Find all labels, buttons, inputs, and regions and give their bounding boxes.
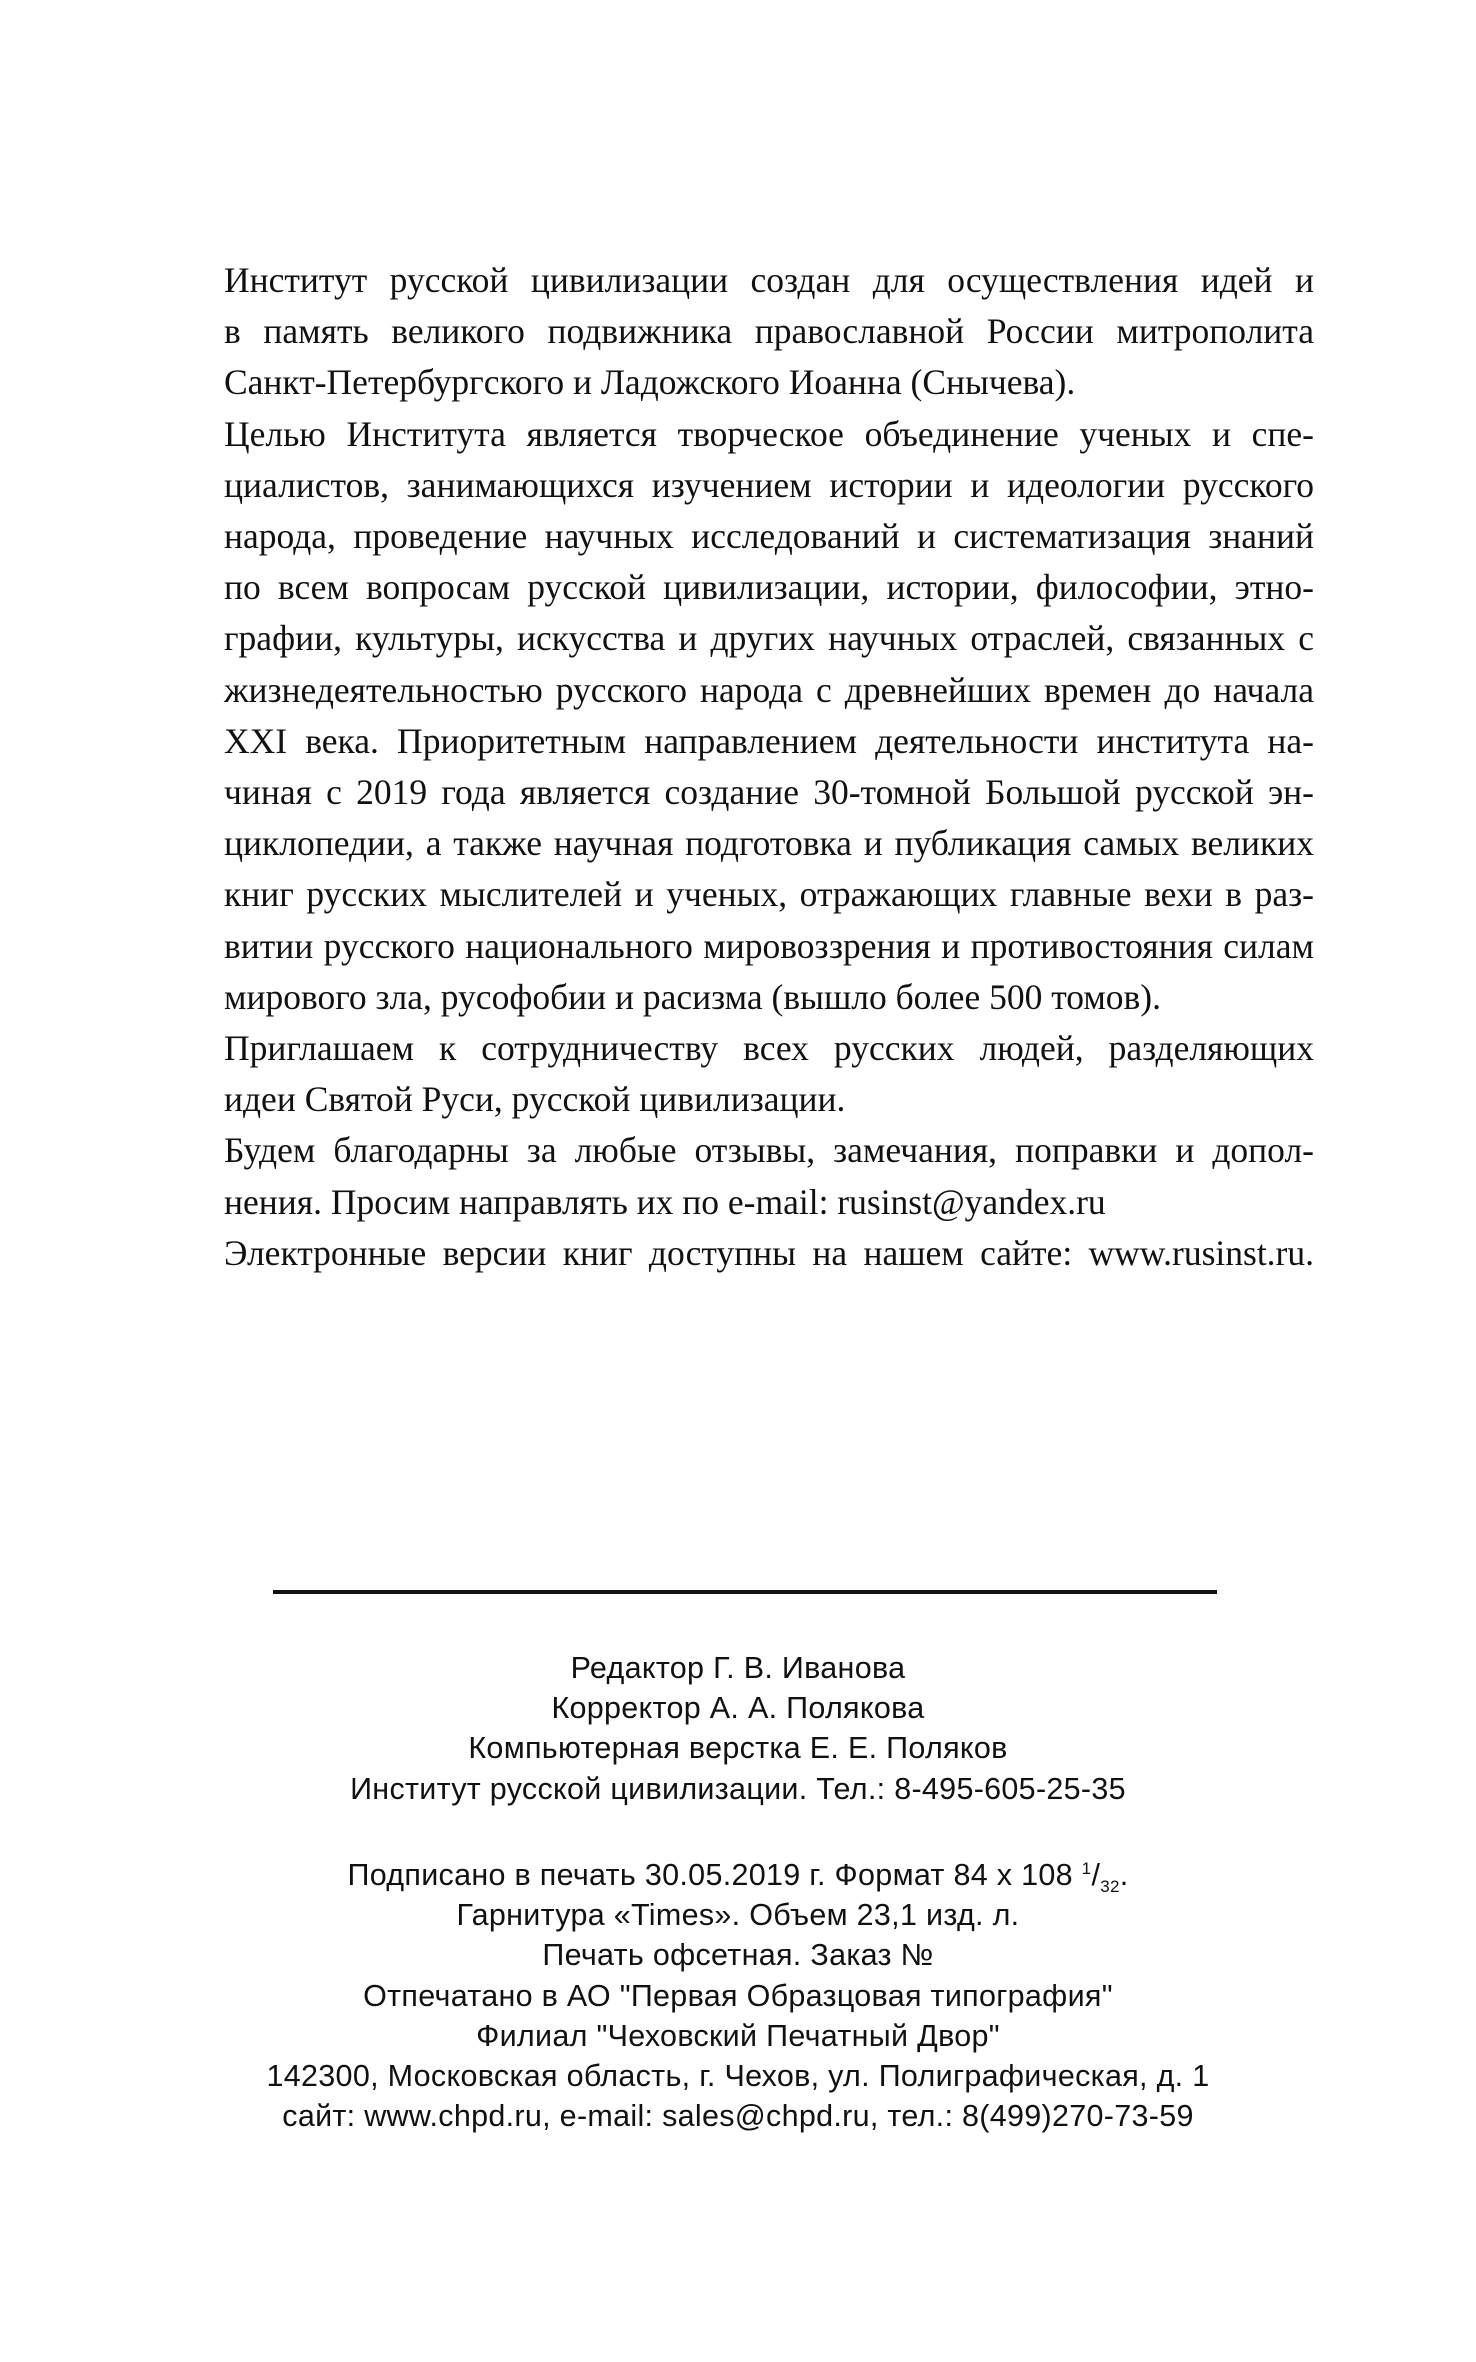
text-line: народа, проведение научных исследований и систематизация знаний bbox=[224, 516, 1314, 557]
proofreader-credit: Корректор А. А. Полякова bbox=[551, 1691, 925, 1726]
printer-contacts: сайт: www.chpd.ru, e-mail: sales@chpd.ru, тел.: 8(499)270-73-59 bbox=[282, 2099, 1194, 2134]
imprint-credits bbox=[0, 1648, 1476, 1809]
text-line: в память великого подвижника православной России митрополита bbox=[224, 311, 1314, 352]
text-line: Институт русской цивилизации создан для осуществления идей и bbox=[224, 260, 1314, 300]
imprint-print-info bbox=[0, 1855, 1476, 2136]
format-slash: / bbox=[1091, 1858, 1101, 1892]
text-line: графии, культуры, искусства и других научных отраслей, связанных с bbox=[224, 618, 1314, 659]
institute-phone: Институт русской цивилизации. Тел.: 8-495-605-25-35 bbox=[350, 1771, 1126, 1806]
printer-branch: Филиал "Чеховский Печатный Двор" bbox=[476, 2018, 1000, 2053]
layout-credit: Компьютерная верстка Е. Е. Поляков bbox=[468, 1731, 1008, 1766]
text-line: циалистов, занимающихся изучением истории и идеологии русского bbox=[224, 464, 1314, 505]
text-line: XXI века. Приоритетным направлением деятельности института на- bbox=[224, 720, 1314, 761]
format-denominator: 32 bbox=[1100, 1877, 1120, 1897]
paragraph-feedback bbox=[224, 1125, 1314, 1227]
text-line: книг русских мыслителей и ученых, отражающих главные вехи в раз- bbox=[224, 874, 1314, 915]
printer-address: 142300, Московская область, г. Чехов, ул. Полиграфическая, д. 1 bbox=[266, 2059, 1210, 2094]
paragraph-website bbox=[224, 1228, 1314, 1279]
signed-prefix: Подписано в печать 30.05.2019 г. Формат 84 х 108 bbox=[347, 1858, 1082, 1892]
signed-suffix: . bbox=[1119, 1858, 1129, 1892]
printed-at: Отпечатано в АО "Первая Образцовая типография" bbox=[363, 1978, 1113, 2013]
divider-line bbox=[273, 1590, 1217, 1594]
text-line: Целью Института является творческое объединение ученых и спе- bbox=[224, 413, 1314, 454]
paragraph-about-institute bbox=[224, 255, 1314, 409]
typeface-volume: Гарнитура «Times». Объем 23,1 изд. л. bbox=[456, 1898, 1020, 1933]
text-line: жизнедеятельностью русского народа с древнейших времен до начала bbox=[224, 669, 1314, 710]
signed-for-print bbox=[0, 1855, 1476, 1895]
text-line: по всем вопросам русской цивилизации, истории, философии, этно- bbox=[224, 567, 1314, 608]
text-line: витии русского национального мировоззрения и противостояния силам bbox=[224, 925, 1314, 966]
text-line: мирового зла, русофобии и расизма (вышло более 500 томов). bbox=[224, 976, 1161, 1017]
text-line: Приглашаем к сотрудничеству всех русских людей, разделяющих bbox=[224, 1028, 1314, 1069]
text-line: нения. Просим направлять их по e-mail: rusinst@yandex.ru bbox=[224, 1181, 1106, 1222]
print-type-order: Печать офсетная. Заказ № bbox=[542, 1938, 934, 1973]
text-line: циклопедии, а также научная подготовка и публикация самых великих bbox=[224, 823, 1314, 864]
text-line: Будем благодарны за любые отзывы, замечания, поправки и допол- bbox=[224, 1130, 1314, 1171]
format-numerator: 1 bbox=[1081, 1858, 1092, 1878]
text-line: чиная с 2019 года является создание 30-томной Большой русской эн- bbox=[224, 772, 1314, 813]
text-line: идеи Святой Руси, русской цивилизации. bbox=[224, 1079, 846, 1120]
editor-credit: Редактор Г. В. Иванова bbox=[570, 1651, 906, 1685]
paragraph-goals bbox=[224, 409, 1314, 1023]
paragraph-invitation bbox=[224, 1023, 1314, 1125]
text-line: Санкт-Петербургского и Ладожского Иоанна (Снычева). bbox=[224, 362, 1076, 403]
main-text bbox=[224, 255, 1314, 1279]
text-line: Электронные версии книг доступны на нашем сайте: www.rusinst.ru. bbox=[224, 1232, 1314, 1273]
